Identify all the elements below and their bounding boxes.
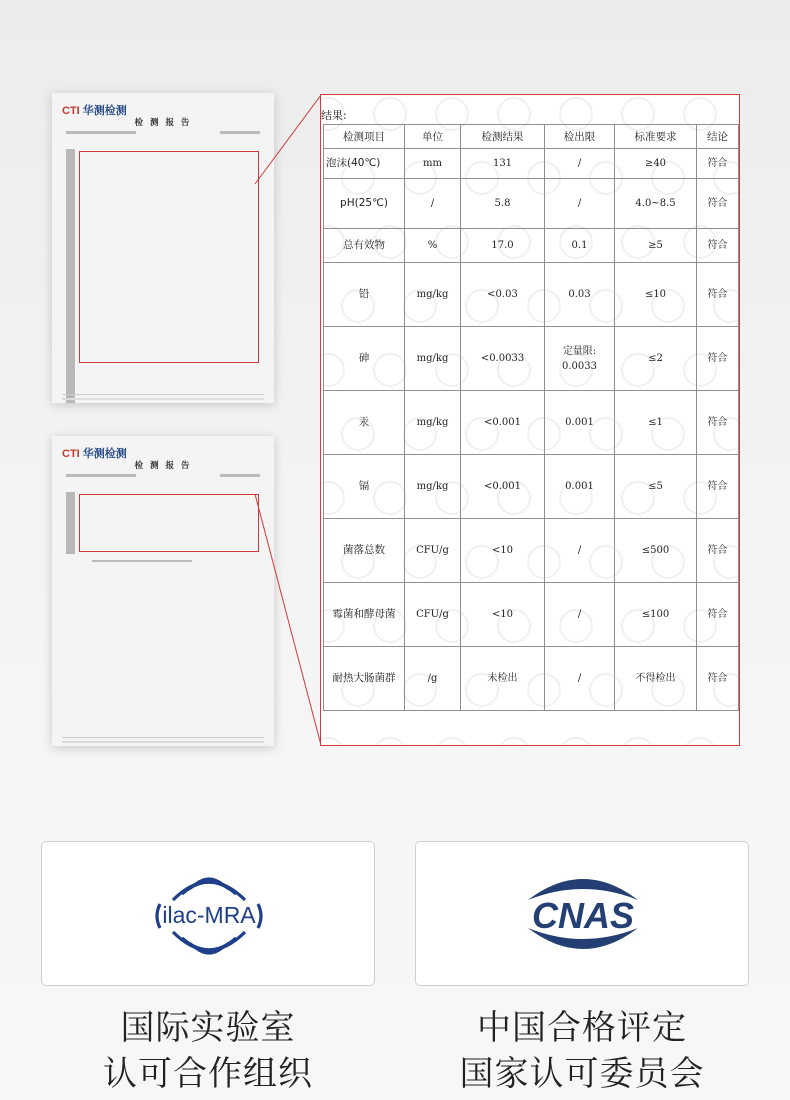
cell-item: 菌落总数: [324, 519, 405, 583]
cell-limit: 定量限: 0.0033: [545, 327, 615, 391]
cell-standard: ≤10: [615, 263, 697, 327]
report-title: 检 测 报 告: [134, 461, 192, 471]
cell-result: <0.03: [461, 263, 545, 327]
cell-unit: mg/kg: [405, 327, 461, 391]
report-page-thumbnail-1: [52, 93, 274, 403]
cnas-caption-line2: 国家认可委员会: [459, 1054, 705, 1094]
cell-unit: /: [405, 179, 461, 229]
section-label: 结果:: [321, 109, 347, 122]
cell-result: <0.001: [461, 391, 545, 455]
cell-limit: /: [545, 519, 615, 583]
cell-result: 17.0: [461, 229, 545, 263]
footer-rule: [62, 394, 264, 395]
cnas-wordmark: CNAS: [531, 895, 635, 936]
table-row: [324, 583, 739, 647]
ilac-mra-logo: [42, 842, 376, 987]
cell-limit: /: [545, 149, 615, 179]
cell-unit: mg/kg: [405, 391, 461, 455]
highlight-box: [79, 494, 259, 552]
cell-result: <0.001: [461, 455, 545, 519]
thumbnail-cell: [74, 493, 75, 552]
cell-conclusion: 符合: [697, 263, 739, 327]
report-page-thumbnail-2: [52, 436, 274, 746]
cti-watermark-icon: [683, 737, 717, 746]
cti-watermark-icon: [559, 737, 593, 746]
cell-result: 未检出: [461, 647, 545, 711]
cell-item: 总有效物: [324, 229, 405, 263]
table-row: [324, 519, 739, 583]
cti-logo: CTI 华测检测: [62, 448, 127, 460]
cell-standard: ≤1: [615, 391, 697, 455]
cell-conclusion: 符合: [697, 519, 739, 583]
cell-standard: ≥40: [615, 149, 697, 179]
cti-watermark-icon: [435, 737, 469, 746]
cell-limit: /: [545, 647, 615, 711]
cell-limit: 0.03: [545, 263, 615, 327]
cell-limit: 0.001: [545, 455, 615, 519]
cell-result: <10: [461, 583, 545, 647]
table-row: [324, 647, 739, 711]
results-table: [323, 124, 739, 711]
thumbnail-cell: [74, 150, 75, 404]
cti-logo: CTI 华测检测: [62, 105, 127, 117]
footer-text: [62, 398, 264, 400]
zoomed-results-panel: [320, 94, 740, 746]
footer-text: [62, 741, 264, 743]
table-row: [324, 263, 739, 327]
header-conclusion: 结论: [697, 125, 739, 149]
cell-standard: ≤500: [615, 519, 697, 583]
cell-item: 泡沫(40℃): [324, 149, 405, 179]
report-note: [92, 560, 192, 562]
cell-unit: mg/kg: [405, 263, 461, 327]
thumbnail-row: [67, 553, 75, 554]
cell-unit: mm: [405, 149, 461, 179]
table-row: [324, 391, 739, 455]
ilac-caption-line2: 认可合作组织: [103, 1054, 313, 1094]
cell-conclusion: 符合: [697, 647, 739, 711]
cell-conclusion: 符合: [697, 583, 739, 647]
header-result: 检测结果: [461, 125, 545, 149]
cell-result: <10: [461, 519, 545, 583]
table-row: [324, 179, 739, 229]
report-meta: [66, 474, 260, 477]
cti-watermark-icon: [621, 737, 655, 746]
cell-unit: /g: [405, 647, 461, 711]
table-row: [324, 327, 739, 391]
highlight-box: [79, 151, 259, 363]
cti-watermark-icon: [373, 737, 407, 746]
table-row: [324, 149, 739, 179]
cell-conclusion: 符合: [697, 391, 739, 455]
thumbnail-row: [67, 493, 75, 552]
cell-unit: %: [405, 229, 461, 263]
report-title: 检 测 报 告: [134, 118, 192, 128]
header-limit: 检出限: [545, 125, 615, 149]
table-row: [324, 455, 739, 519]
cnas-logo: [416, 842, 750, 987]
cell-item: 镉: [324, 455, 405, 519]
cell-item: pH(25℃): [324, 179, 405, 229]
table-header-row: [324, 125, 739, 149]
cnas-caption: [415, 1005, 749, 1097]
cell-standard: 不得检出: [615, 647, 697, 711]
cell-limit: 0.001: [545, 391, 615, 455]
cell-unit: CFU/g: [405, 519, 461, 583]
cnas-card: [415, 841, 749, 986]
cell-item: 汞: [324, 391, 405, 455]
cell-item: 霉菌和酵母菌: [324, 583, 405, 647]
header-standard: 标准要求: [615, 125, 697, 149]
cell-standard: ≥5: [615, 229, 697, 263]
table-row: [324, 229, 739, 263]
header-item: 检测项目: [324, 125, 405, 149]
report-meta: [66, 131, 260, 134]
cell-item: 铅: [324, 263, 405, 327]
cell-limit: /: [545, 179, 615, 229]
cell-standard: 4.0~8.5: [615, 179, 697, 229]
cell-standard: ≤100: [615, 583, 697, 647]
cell-item: 耐热大肠菌群: [324, 647, 405, 711]
cnas-caption-line1: 中国合格评定: [477, 1008, 687, 1048]
footer-rule: [62, 737, 264, 738]
cell-conclusion: 符合: [697, 229, 739, 263]
cell-standard: ≤5: [615, 455, 697, 519]
header-unit: 单位: [405, 125, 461, 149]
cti-watermark-icon: [320, 737, 345, 746]
cell-limit: 0.1: [545, 229, 615, 263]
cell-conclusion: 符合: [697, 149, 739, 179]
cti-watermark-icon: [497, 737, 531, 746]
cell-conclusion: 符合: [697, 179, 739, 229]
cell-unit: mg/kg: [405, 455, 461, 519]
thumbnail-table: [66, 149, 75, 403]
thumbnail-cell: [74, 553, 75, 554]
ilac-mra-card: [41, 841, 375, 986]
cell-item: 砷: [324, 327, 405, 391]
ilac-mra-wordmark: ilac-MRA: [162, 902, 256, 928]
ilac-caption-line1: 国际实验室: [120, 1008, 296, 1048]
cell-unit: CFU/g: [405, 583, 461, 647]
thumbnail-row: [67, 150, 75, 404]
cell-limit: /: [545, 583, 615, 647]
cell-result: 131: [461, 149, 545, 179]
ilac-caption: [41, 1005, 375, 1097]
cell-result: 5.8: [461, 179, 545, 229]
cell-conclusion: 符合: [697, 455, 739, 519]
thumbnail-table: [66, 492, 75, 554]
cell-conclusion: 符合: [697, 327, 739, 391]
cell-result: <0.0033: [461, 327, 545, 391]
cell-standard: ≤2: [615, 327, 697, 391]
